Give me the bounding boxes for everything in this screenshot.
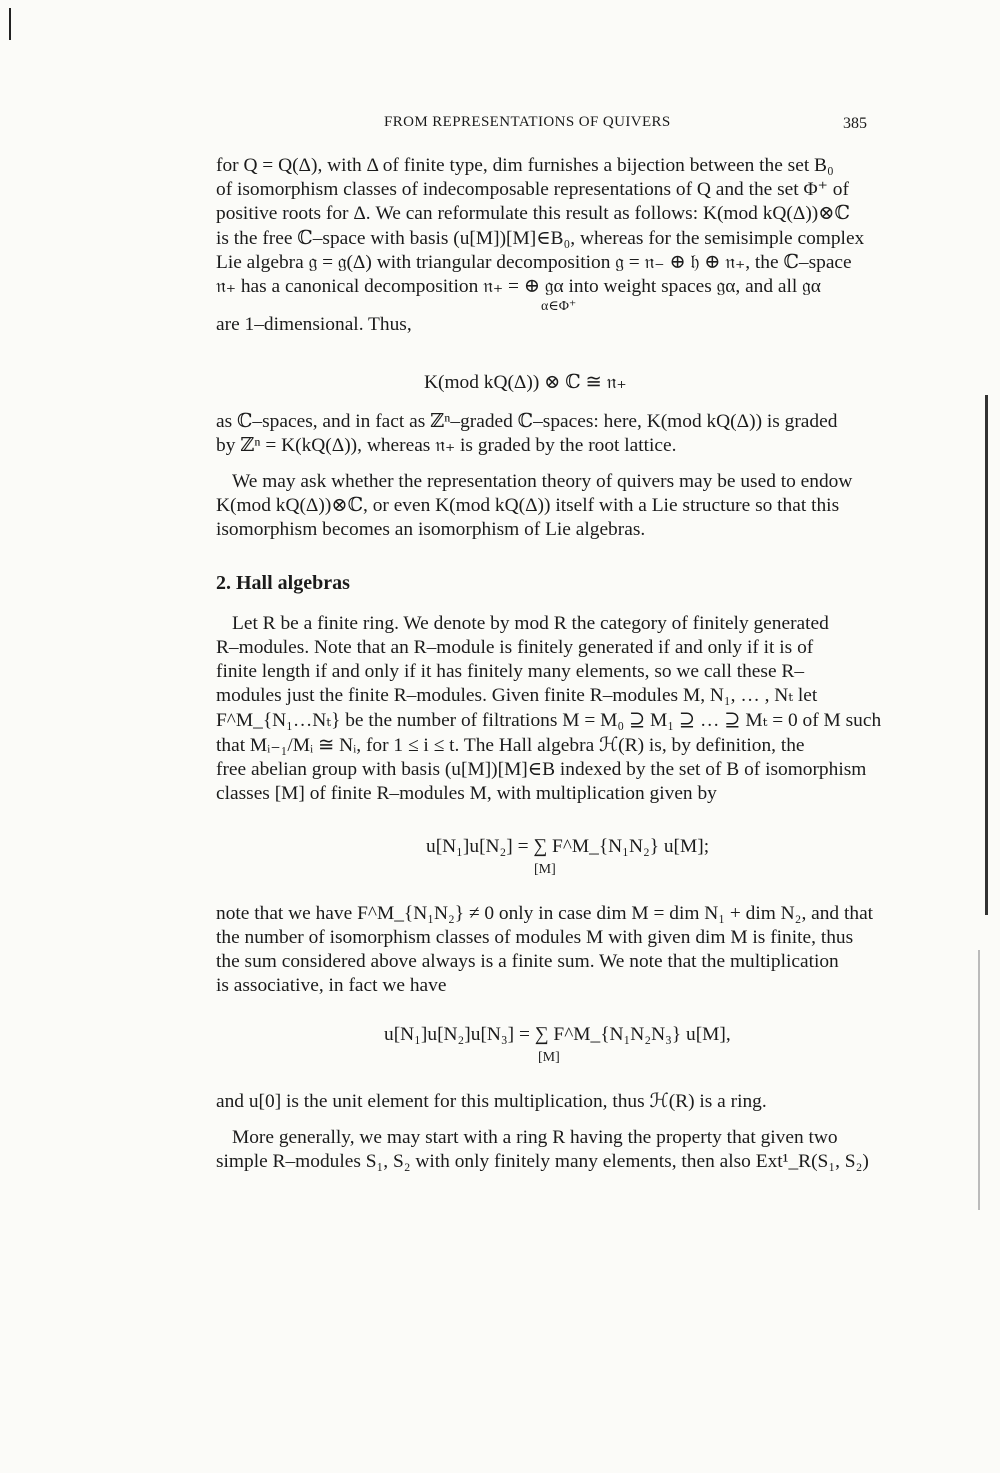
equation-hall-multiplication: u[N₁]u[N₂] = ∑ F^M_{N₁N₂} u[M];	[426, 836, 710, 857]
para5-line3: the sum considered above always is a finite sum. We note that the multiplication	[216, 951, 839, 972]
para3-line1: We may ask whether the representation theory of quivers may be used to endow	[232, 471, 853, 492]
para5-line4: is associative, in fact we have	[216, 975, 447, 996]
para4-line3: finite length if and only if it has finitely many elements, so we call these R–	[216, 661, 805, 682]
para1-line2: of isomorphism classes of indecomposable representations of Q and the set Φ⁺ of	[216, 179, 849, 200]
para1-line3: positive roots for Δ. We can reformulate this result as follows: K(mod kQ(Δ))⊗ℂ	[216, 203, 850, 224]
para4-line2: R–modules. Note that an R–module is finitely generated if and only if it is of	[216, 637, 814, 658]
para4-line6: that Mᵢ₋₁/Mᵢ ≅ Nᵢ, for 1 ≤ i ≤ t. The Hall algebra ℋ(R) is, by definition, the	[216, 735, 805, 756]
section-heading: 2. Hall algebras	[216, 572, 350, 594]
para4-line8: classes [M] of finite R–modules M, with multiplication given by	[216, 783, 717, 804]
para4-line4: modules just the finite R–modules. Given finite R–modules M, N₁, … , Nₜ let	[216, 685, 818, 706]
para1-line1: for Q = Q(Δ), with Δ of finite type, dim furnishes a bijection between the set B₀	[216, 155, 834, 176]
equation-hall-multiplication-index: [M]	[534, 862, 556, 877]
para2-line2: by ℤⁿ = K(kQ(Δ)), whereas 𝔫₊ is graded by the root lattice.	[216, 435, 677, 456]
para4-line5: F^M_{N₁…Nₜ} be the number of filtrations M = M₀ ⊇ M₁ ⊇ … ⊇ Mₜ = 0 of M such	[216, 710, 882, 731]
direct-sum-index: α∈Φ⁺	[541, 299, 577, 314]
para4-line1: Let R be a finite ring. We denote by mod R the category of finitely generated	[232, 613, 829, 634]
equation-grothendieck-iso: K(mod kQ(Δ)) ⊗ ℂ ≅ 𝔫₊	[424, 372, 627, 393]
para3-line2: K(mod kQ(Δ))⊗ℂ, or even K(mod kQ(Δ)) itself with a Lie structure so that this	[216, 495, 840, 516]
para1-line5: Lie algebra 𝔤 = 𝔤(Δ) with triangular decomposition 𝔤 = 𝔫₋ ⊕ 𝔥 ⊕ 𝔫₊, the ℂ–space	[216, 252, 852, 273]
para4-line7: free abelian group with basis (u[M])[M]∈B indexed by the set of B of isomorphism	[216, 759, 867, 780]
running-title: FROM REPRESENTATIONS OF QUIVERS	[384, 114, 671, 130]
para3-line3: isomorphism becomes an isomorphism of Lie algebras.	[216, 519, 646, 540]
para1-line7: are 1–dimensional. Thus,	[216, 314, 412, 335]
scan-edge-right	[985, 395, 988, 915]
para5-line1: note that we have F^M_{N₁N₂} ≠ 0 only in case dim M = dim N₁ + dim N₂, and that	[216, 903, 874, 924]
page-number: 385	[843, 115, 867, 132]
para2-line1: as ℂ–spaces, and in fact as ℤⁿ–graded ℂ–spaces: here, K(mod kQ(Δ)) is graded	[216, 411, 838, 432]
para1-line4: is the free ℂ–space with basis (u[M])[M]∈B₀, whereas for the semisimple complex	[216, 228, 865, 249]
para6-line1: and u[0] is the unit element for this multiplication, thus ℋ(R) is a ring.	[216, 1091, 767, 1112]
para7-line1: More generally, we may start with a ring R having the property that given two	[232, 1127, 838, 1148]
scan-speck	[978, 950, 980, 1210]
scan-mark-left	[9, 8, 11, 40]
equation-associativity: u[N₁]u[N₂]u[N₃] = ∑ F^M_{N₁N₂N₃} u[M],	[384, 1024, 731, 1045]
para1-line6: 𝔫₊ has a canonical decomposition 𝔫₊ = ⊕ 𝔤α into weight spaces 𝔤α, and all 𝔤α	[216, 276, 821, 297]
para7-line2: simple R–modules S₁, S₂ with only finitely many elements, then also Ext¹_R(S₁, S₂)	[216, 1151, 869, 1172]
para5-line2: the number of isomorphism classes of modules M with given dim M is finite, thus	[216, 927, 854, 948]
equation-associativity-index: [M]	[538, 1050, 560, 1065]
